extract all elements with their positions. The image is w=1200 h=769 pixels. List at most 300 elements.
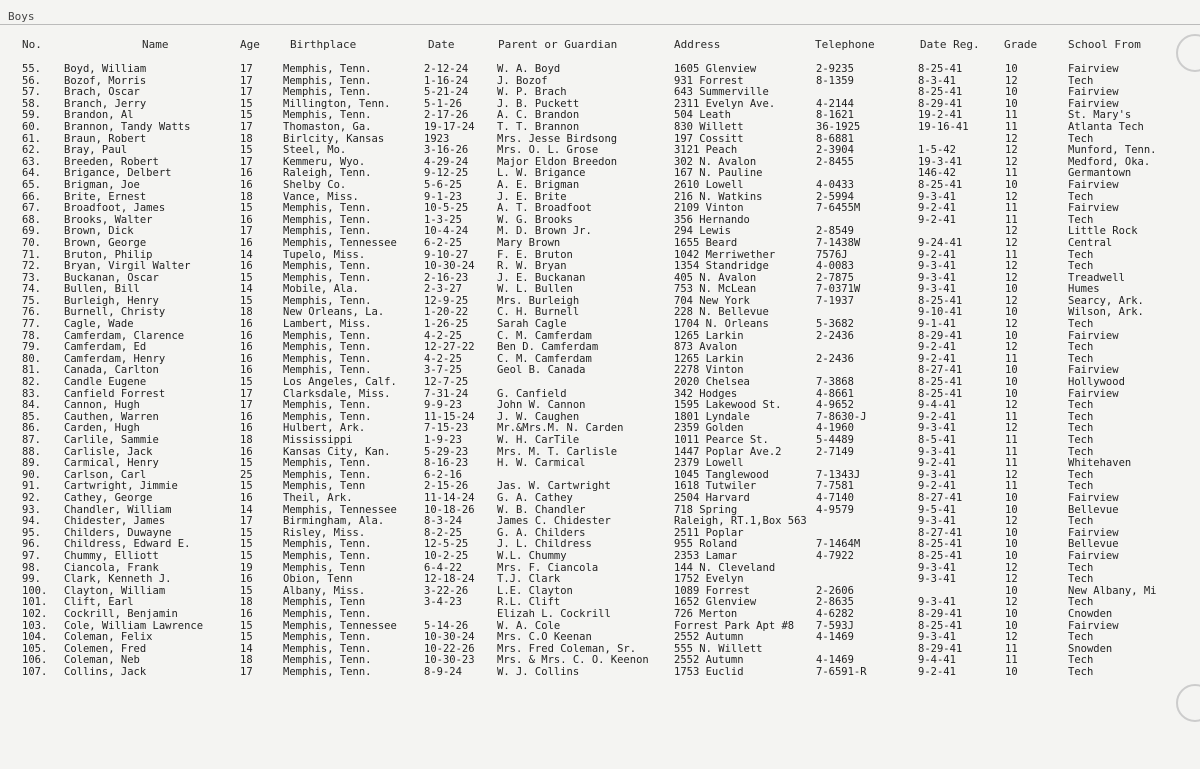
cell-no: 71.: [22, 249, 41, 261]
cell-date: 6-4-22: [424, 562, 462, 574]
cell-address: 2278 Vinton: [674, 365, 744, 377]
cell-parent: Geol B. Canada: [497, 365, 586, 377]
cell-telephone: 7-1343J: [816, 469, 861, 481]
cell-grade: 10: [1005, 330, 1018, 342]
cell-school-from: Tech: [1068, 516, 1094, 528]
header-grade: Grade: [1004, 38, 1038, 51]
cell-address: 1045 Tanglewood: [674, 469, 769, 481]
cell-age: 16: [240, 342, 253, 354]
cell-school-from: Hollywood: [1068, 377, 1125, 389]
cell-school-from: Tech: [1068, 191, 1094, 203]
cell-school-from: Fairview: [1068, 98, 1119, 110]
cell-school-from: Fairview: [1068, 550, 1119, 562]
cell-name: Branch, Jerry: [64, 98, 147, 110]
cell-birthplace: Memphis, Tenn.: [283, 272, 372, 284]
cell-school-from: Fairview: [1068, 330, 1119, 342]
cell-school-from: Fairview: [1068, 179, 1119, 191]
cell-birthplace: Millington, Tenn.: [283, 98, 391, 110]
cell-age: 17: [240, 666, 253, 678]
cell-age: 16: [240, 179, 253, 191]
cell-school-from: Tech: [1068, 133, 1094, 145]
cell-telephone: 4-7922: [816, 550, 854, 562]
cell-no: 68.: [22, 214, 41, 226]
cell-grade: 12: [1005, 75, 1018, 87]
cell-date: 1-16-24: [424, 75, 469, 87]
cell-address: 2504 Harvard: [674, 492, 750, 504]
table-row: [0, 412, 1200, 424]
cell-parent: J. E. Buckanan: [497, 272, 586, 284]
cell-date: 12-9-25: [424, 295, 469, 307]
cell-telephone: 4-2144: [816, 98, 854, 110]
cell-parent: W. G. Brooks: [497, 214, 573, 226]
cell-telephone: 7-0371W: [816, 284, 861, 296]
cell-grade: 10: [1005, 550, 1018, 562]
cell-age: 17: [240, 87, 253, 99]
cell-date-reg: 9-24-41: [918, 237, 963, 249]
cell-date-reg: 9-3-41: [918, 446, 956, 458]
cell-birthplace: Mississippi: [283, 435, 353, 446]
cell-birthplace: Albany, Miss.: [283, 585, 366, 597]
cell-grade: 10: [1005, 365, 1018, 377]
cell-birthplace: Memphis, Tennessee: [283, 237, 397, 249]
cell-no: 86.: [22, 423, 41, 435]
cell-age: 14: [240, 249, 253, 261]
table-row: [0, 505, 1200, 517]
cell-grade: 11: [1005, 168, 1018, 180]
cell-date: 10-22-26: [424, 643, 475, 655]
table-row: [0, 632, 1200, 644]
cell-address: 1595 Lakewood St.: [674, 400, 782, 412]
cell-date: 6-2-16: [424, 469, 462, 481]
cell-grade: 10: [1005, 492, 1018, 504]
cell-no: 97.: [22, 550, 41, 562]
cell-name: Clift, Earl: [64, 597, 134, 609]
cell-address: 2552 Autumn: [674, 655, 744, 667]
cell-no: 107.: [22, 666, 48, 678]
cell-date: 1923: [424, 133, 450, 145]
cell-date: 1-9-23: [424, 435, 462, 446]
cell-parent: J. E. Brite: [497, 191, 567, 203]
table-row: [0, 377, 1200, 389]
cell-date: 10-30-24: [424, 632, 475, 644]
cell-age: 16: [240, 492, 253, 504]
table-row: [0, 655, 1200, 667]
cell-age: 18: [240, 133, 253, 145]
cell-birthplace: Memphis, Tenn.: [283, 365, 372, 377]
cell-age: 25: [240, 469, 253, 481]
cell-grade: 11: [1005, 353, 1018, 365]
cell-birthplace: Los Angeles, Calf.: [283, 377, 397, 389]
cell-no: 105.: [22, 643, 48, 655]
cell-age: 16: [240, 237, 253, 249]
cell-parent: C. M. Camferdam: [497, 330, 592, 342]
cell-age: 17: [240, 121, 253, 133]
table-row: [0, 99, 1200, 111]
cell-address: 1089 Forrest: [674, 585, 750, 597]
cell-date-reg: 9-3-41: [918, 516, 956, 528]
cell-no: 85.: [22, 411, 41, 423]
cell-parent: James C. Chidester: [497, 516, 611, 528]
cell-no: 91.: [22, 481, 41, 493]
cell-birthplace: Steel, Mo.: [283, 145, 347, 157]
cell-telephone: 5-4489: [816, 435, 854, 446]
cell-grade: 10: [1005, 585, 1018, 597]
header-telephone: Telephone: [815, 38, 875, 51]
cell-no: 56.: [22, 75, 41, 87]
cell-birthplace: Memphis, Tenn.: [283, 608, 372, 620]
cell-birthplace: Memphis, Tenn.: [283, 342, 372, 354]
cell-no: 82.: [22, 377, 41, 389]
table-row: [0, 215, 1200, 227]
cell-name: Collins, Jack: [64, 666, 147, 678]
cell-school-from: Tech: [1068, 342, 1094, 354]
cell-parent: A. T. Broadfoot: [497, 203, 592, 215]
cell-birthplace: Tupelo, Miss.: [283, 249, 366, 261]
cell-date: 2-12-24: [424, 64, 469, 75]
cell-grade: 12: [1005, 272, 1018, 284]
cell-name: Cagle, Wade: [64, 319, 134, 331]
table-row: [0, 493, 1200, 505]
cell-no: 58.: [22, 98, 41, 110]
cell-grade: 10: [1005, 666, 1018, 678]
cell-name: Chandler, William: [64, 504, 172, 516]
cell-address: 1605 Glenview: [674, 64, 757, 75]
cell-birthplace: Memphis, Tenn.: [283, 539, 372, 551]
cell-date: 12-18-24: [424, 574, 475, 586]
cell-school-from: Germantown: [1068, 168, 1132, 180]
student-rows: [0, 64, 1200, 678]
cell-age: 15: [240, 145, 253, 157]
cell-school-from: Fairview: [1068, 365, 1119, 377]
table-row: [0, 458, 1200, 470]
cell-address: 2311 Evelyn Ave.: [674, 98, 776, 110]
cell-telephone: 2-8549: [816, 226, 854, 238]
cell-parent: W. H. CarTile: [497, 435, 580, 446]
table-row: [0, 365, 1200, 377]
cell-school-from: Searcy, Ark.: [1068, 295, 1144, 307]
cell-telephone: 7-7581: [816, 481, 854, 493]
cell-name: Cannon, Hugh: [64, 400, 140, 412]
cell-address: 1655 Beard: [674, 237, 738, 249]
cell-age: 16: [240, 608, 253, 620]
cell-birthplace: Mobile, Ala.: [283, 284, 359, 296]
cell-birthplace: Memphis, Tenn.: [283, 353, 372, 365]
cell-school-from: Whitehaven: [1068, 458, 1132, 470]
cell-birthplace: Memphis, Tenn.: [283, 64, 372, 75]
cell-parent: W. J. Collins: [497, 666, 580, 678]
table-row: [0, 145, 1200, 157]
cell-no: 100.: [22, 585, 48, 597]
cell-address: 1752 Evelyn: [674, 574, 744, 586]
cell-name: Carlile, Sammie: [64, 435, 159, 446]
cell-address: 1265 Larkin: [674, 353, 744, 365]
cell-birthplace: Memphis, Tenn.: [283, 411, 372, 423]
cell-name: Cathey, George: [64, 492, 153, 504]
cell-telephone: 4-8661: [816, 388, 854, 400]
header-age: Age: [240, 38, 260, 51]
cell-name: Clark, Kenneth J.: [64, 574, 172, 586]
cell-birthplace: Birmingham, Ala.: [283, 516, 385, 528]
table-row: [0, 435, 1200, 447]
cell-address: 1447 Poplar Ave.2: [674, 446, 782, 458]
cell-age: 15: [240, 550, 253, 562]
cell-address: 2379 Lowell: [674, 458, 744, 470]
cell-age: 16: [240, 261, 253, 273]
cell-birthplace: Memphis, Tenn.: [283, 226, 372, 238]
header-rule: [0, 24, 1200, 25]
cell-date-reg: 8-29-41: [918, 643, 963, 655]
cell-telephone: 4-1469: [816, 655, 854, 667]
cell-age: 16: [240, 330, 253, 342]
cell-age: 18: [240, 191, 253, 203]
cell-date: 4-2-25: [424, 353, 462, 365]
cell-no: 83.: [22, 388, 41, 400]
cell-birthplace: Vance, Miss.: [283, 191, 359, 203]
cell-date: 4-2-25: [424, 330, 462, 342]
cell-age: 18: [240, 307, 253, 319]
cell-parent: Sarah Cagle: [497, 319, 567, 331]
cell-grade: 12: [1005, 156, 1018, 168]
cell-name: Ciancola, Frank: [64, 562, 159, 574]
table-row: [0, 226, 1200, 238]
cell-no: 89.: [22, 458, 41, 470]
table-row: [0, 157, 1200, 169]
cell-address: 1042 Merriwether: [674, 249, 776, 261]
cell-grade: 11: [1005, 411, 1018, 423]
header-parent: Parent or Guardian: [498, 38, 618, 51]
cell-date-reg: 9-3-41: [918, 191, 956, 203]
cell-name: Colemen, Fred: [64, 643, 147, 655]
cell-birthplace: Memphis, Tenn.: [283, 110, 372, 122]
cell-name: Clayton, William: [64, 585, 166, 597]
cell-school-from: Fairview: [1068, 527, 1119, 539]
cell-date-reg: 8-25-41: [918, 179, 963, 191]
table-row: [0, 528, 1200, 540]
cell-name: Brooks, Walter: [64, 214, 153, 226]
cell-school-from: Tech: [1068, 574, 1094, 586]
cell-date: 8-16-23: [424, 458, 469, 470]
cell-parent: L.E. Clayton: [497, 585, 573, 597]
cell-name: Brigman, Joe: [64, 179, 140, 191]
cell-parent: A. E. Brigman: [497, 179, 580, 191]
cell-name: Childers, Duwayne: [64, 527, 172, 539]
cell-school-from: Treadwell: [1068, 272, 1125, 284]
cell-age: 15: [240, 110, 253, 122]
cell-date-reg: 8-29-41: [918, 608, 963, 620]
cell-name: Coleman, Felix: [64, 632, 153, 644]
cell-parent: T. T. Brannon: [497, 121, 580, 133]
cell-school-from: Tech: [1068, 632, 1094, 644]
cell-grade: 10: [1005, 539, 1018, 551]
cell-address: 228 N. Bellevue: [674, 307, 769, 319]
cell-no: 66.: [22, 191, 41, 203]
cell-no: 72.: [22, 261, 41, 273]
cell-telephone: 2-3904: [816, 145, 854, 157]
cell-no: 95.: [22, 527, 41, 539]
cell-parent: J. L. Childress: [497, 539, 592, 551]
cell-age: 15: [240, 632, 253, 644]
cell-age: 14: [240, 643, 253, 655]
table-row: [0, 447, 1200, 459]
cell-grade: 12: [1005, 342, 1018, 354]
header-date: Date: [428, 38, 455, 51]
cell-address: 294 Lewis: [674, 226, 731, 238]
cell-telephone: 2-7875: [816, 272, 854, 284]
cell-school-from: Tech: [1068, 249, 1094, 261]
cell-parent: Jas. W. Cartwright: [497, 481, 611, 493]
cell-name: Brach, Oscar: [64, 87, 140, 99]
cell-address: 1753 Euclid: [674, 666, 744, 678]
cell-no: 77.: [22, 319, 41, 331]
header-school-from: School From: [1068, 38, 1141, 51]
cell-parent: G. A. Cathey: [497, 492, 573, 504]
cell-date: 9-1-23: [424, 191, 462, 203]
cell-date: 9-12-25: [424, 168, 469, 180]
cell-date-reg: 9-1-41: [918, 319, 956, 331]
cell-date-reg: 8-5-41: [918, 435, 956, 446]
cell-date-reg: 8-27-41: [918, 492, 963, 504]
cell-date: 10-30-24: [424, 261, 475, 273]
header-no: No.: [22, 38, 42, 51]
cell-date-reg: 9-2-41: [918, 214, 956, 226]
cell-name: Camferdam, Ed: [64, 342, 147, 354]
cell-name: Camferdam, Clarence: [64, 330, 185, 342]
cell-no: 93.: [22, 504, 41, 516]
cell-no: 81.: [22, 365, 41, 377]
cell-name: Cockrill, Benjamin: [64, 608, 178, 620]
cell-address: 726 Merton: [674, 608, 738, 620]
table-row: [0, 134, 1200, 146]
cell-telephone: 2-2436: [816, 330, 854, 342]
cell-age: 17: [240, 226, 253, 238]
cell-birthplace: Clarksdale, Miss.: [283, 388, 391, 400]
cell-age: 15: [240, 539, 253, 551]
cell-date: 2-15-26: [424, 481, 469, 493]
cell-parent: W. A. Boyd: [497, 64, 561, 75]
cell-telephone: 7-3868: [816, 377, 854, 389]
cell-name: Broadfoot, James: [64, 203, 166, 215]
cell-date-reg: 9-2-41: [918, 481, 956, 493]
cell-age: 15: [240, 458, 253, 470]
cell-school-from: Tech: [1068, 469, 1094, 481]
cell-grade: 11: [1005, 203, 1018, 215]
cell-grade: 11: [1005, 214, 1018, 226]
cell-age: 15: [240, 203, 253, 215]
cell-date-reg: 19-16-41: [918, 121, 969, 133]
cell-age: 17: [240, 516, 253, 528]
cell-date-reg: 9-3-41: [918, 261, 956, 273]
cell-date-reg: 9-3-41: [918, 574, 956, 586]
cell-school-from: Tech: [1068, 597, 1094, 609]
cell-date: 9-9-23: [424, 400, 462, 412]
cell-no: 87.: [22, 435, 41, 446]
cell-parent: J. W. Caughen: [497, 411, 580, 423]
cell-no: 65.: [22, 179, 41, 191]
cell-address: 2552 Autumn: [674, 632, 744, 644]
header-date-reg: Date Reg.: [920, 38, 980, 51]
cell-date: 10-2-25: [424, 550, 469, 562]
cell-school-from: Tech: [1068, 435, 1094, 446]
cell-grade: 10: [1005, 179, 1018, 191]
cell-telephone: 4-0083: [816, 261, 854, 273]
cell-telephone: 2-8455: [816, 156, 854, 168]
cell-school-from: Bellevue: [1068, 539, 1119, 551]
cell-address: 2109 Vinton: [674, 203, 744, 215]
cell-date: 9-10-27: [424, 249, 469, 261]
cell-date-reg: 19-3-41: [918, 156, 963, 168]
cell-school-from: Fairview: [1068, 203, 1119, 215]
cell-school-from: Wilson, Ark.: [1068, 307, 1144, 319]
cell-name: Carden, Hugh: [64, 423, 140, 435]
cell-date: 2-17-26: [424, 110, 469, 122]
cell-school-from: Snowden: [1068, 643, 1113, 655]
cell-birthplace: Memphis, Tenn.: [283, 295, 372, 307]
cell-telephone: 4-1469: [816, 632, 854, 644]
cell-date-reg: 8-25-41: [918, 87, 963, 99]
cell-date: 11-14-24: [424, 492, 475, 504]
table-row: [0, 261, 1200, 273]
cell-date: 5-6-25: [424, 179, 462, 191]
cell-parent: Elizah L. Cockrill: [497, 608, 611, 620]
table-row: [0, 354, 1200, 366]
section-label: Boys: [8, 10, 35, 23]
cell-name: Canfield Forrest: [64, 388, 166, 400]
cell-no: 78.: [22, 330, 41, 342]
cell-date: 10-5-25: [424, 203, 469, 215]
cell-telephone: 2-2606: [816, 585, 854, 597]
cell-name: Bray, Paul: [64, 145, 128, 157]
cell-address: 356 Hernando: [674, 214, 750, 226]
cell-grade: 11: [1005, 435, 1018, 446]
table-row: [0, 586, 1200, 598]
cell-grade: 11: [1005, 458, 1018, 470]
cell-age: 16: [240, 214, 253, 226]
cell-name: Coleman, Neb: [64, 655, 140, 667]
cell-date-reg: 9-2-41: [918, 353, 956, 365]
cell-address: 830 Willett: [674, 121, 744, 133]
cell-age: 16: [240, 353, 253, 365]
cell-name: Breeden, Robert: [64, 156, 159, 168]
cell-age: 14: [240, 504, 253, 516]
cell-grade: 10: [1005, 620, 1018, 632]
cell-address: 1618 Tutwiler: [674, 481, 757, 493]
cell-grade: 10: [1005, 504, 1018, 516]
cell-telephone: 7-1937: [816, 295, 854, 307]
cell-birthplace: Memphis, Tenn.: [283, 261, 372, 273]
cell-date: 11-15-24: [424, 411, 475, 423]
cell-name: Brannon, Tandy Watts: [64, 121, 191, 133]
cell-grade: 12: [1005, 226, 1018, 238]
cell-grade: 10: [1005, 284, 1018, 296]
cell-date-reg: 8-25-41: [918, 620, 963, 632]
cell-name: Boyd, William: [64, 64, 147, 75]
cell-grade: 10: [1005, 98, 1018, 110]
cell-school-from: Fairview: [1068, 620, 1119, 632]
cell-age: 17: [240, 64, 253, 75]
cell-telephone: 4-0433: [816, 179, 854, 191]
cell-parent: John W. Cannon: [497, 400, 586, 412]
cell-name: Bruton, Philip: [64, 249, 153, 261]
cell-parent: W.L. Chummy: [497, 550, 567, 562]
cell-address: 643 Summerville: [674, 87, 769, 99]
cell-parent: Mrs. Jesse Birdsong: [497, 133, 618, 145]
cell-address: Forrest Park Apt #8: [674, 620, 795, 632]
cell-address: 2511 Poplar: [674, 527, 744, 539]
cell-no: 104.: [22, 632, 48, 644]
cell-school-from: Central: [1068, 237, 1113, 249]
cell-telephone: 8-6881: [816, 133, 854, 145]
table-row: [0, 192, 1200, 204]
